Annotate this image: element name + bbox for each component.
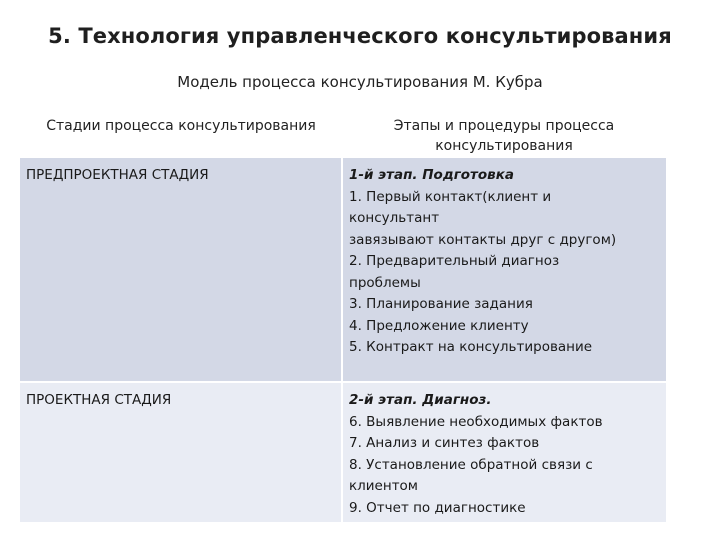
header-stages: Стадии процесса консультирования	[20, 108, 342, 158]
step-line: 9. Отчет по диагностике	[349, 499, 526, 516]
slide-title: 5. Технология управленческого консультирования	[48, 24, 672, 48]
steps-cell	[342, 382, 666, 522]
table-row	[20, 158, 666, 382]
header-steps-line: консультирования	[435, 138, 573, 154]
stage-cell: ПРОЕКТНАЯ СТАДИЯ	[20, 382, 342, 522]
steps-cell	[342, 158, 666, 382]
table-row	[20, 382, 666, 522]
step-line: 7. Анализ и синтез фактов	[349, 435, 540, 451]
stage-cell: ПРЕДПРОЕКТНАЯ СТАДИЯ	[20, 158, 342, 382]
header-steps-line: Этапы и процедуры процесса	[393, 118, 615, 134]
table-header-row	[20, 108, 666, 158]
step-line: консультант	[349, 210, 440, 226]
step-title: 2-й этап. Диагноз.	[349, 392, 492, 408]
step-line: проблемы	[349, 274, 421, 291]
step-line: 8. Установление обратной связи с	[349, 456, 593, 473]
step-line: 4. Предложение клиенту	[349, 317, 529, 334]
step-line: 6. Выявление необходимых фактов	[349, 413, 603, 430]
step-line: 2. Предварительный диагноз	[349, 253, 560, 269]
step-line: завязывают контакты друг с другом)	[349, 231, 617, 248]
consulting-model-table	[20, 108, 666, 522]
step-line: 3. Планирование задания	[349, 296, 533, 312]
header-steps	[342, 108, 666, 158]
step-line: клиентом	[349, 478, 418, 494]
slide-subtitle: Модель процесса консультирования М. Кубра	[177, 73, 543, 91]
step-line: 5. Контракт на консультирование	[349, 339, 593, 355]
step-title: 1-й этап. Подготовка	[349, 167, 514, 183]
step-line: 1. Первый контакт(клиент и	[349, 188, 552, 205]
